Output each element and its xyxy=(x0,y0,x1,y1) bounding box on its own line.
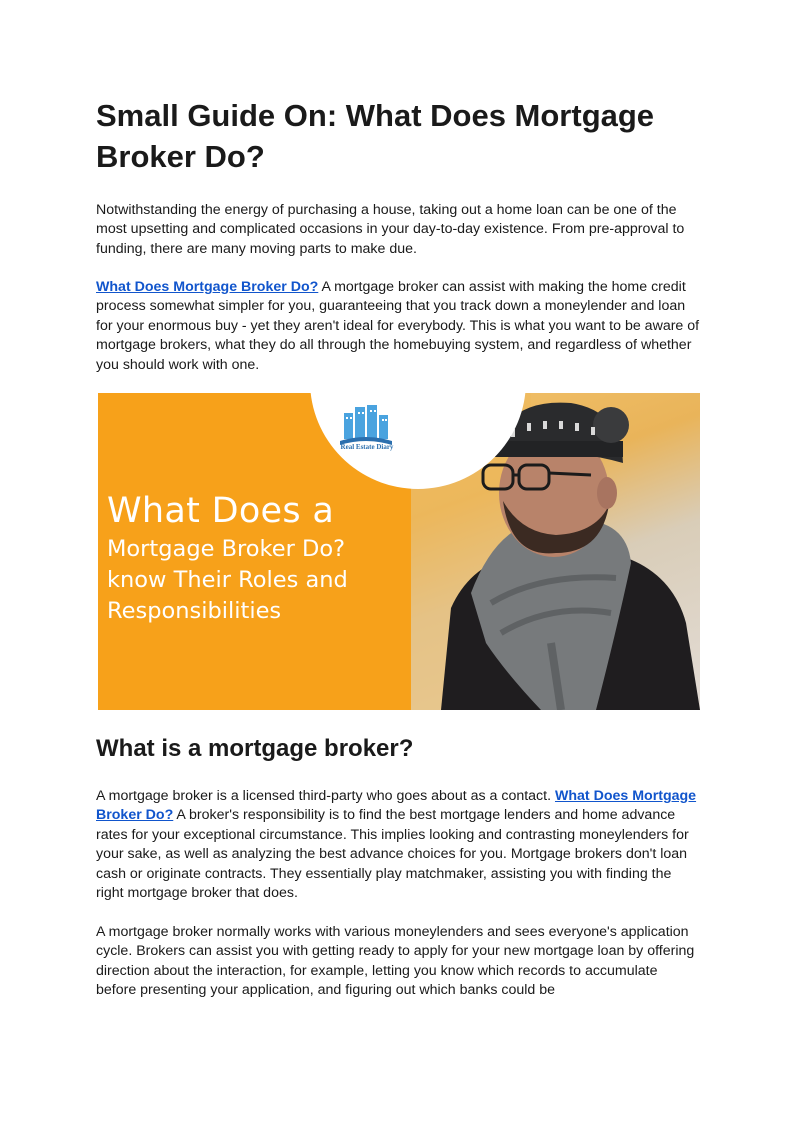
paragraph-application: A mortgage broker normally works with various moneylenders and sees everyone's application cycle. Brokers can assist you with getting ready to apply for your new mortgage loan by offering direction about the interaction, for example, letting you know which records to accumulate before presenting your application, and figuring out which banks could be xyxy=(96,924,695,999)
mortgage-broker-link-2[interactable]: What Does Mortgage Broker Do? xyxy=(96,788,697,824)
section-heading: What is a mortgage broker? xyxy=(96,735,414,762)
paragraph-definition-start: A mortgage broker is a licensed third-party who goes about as a contact. xyxy=(96,788,555,804)
article-banner-image xyxy=(98,393,700,710)
intro-paragraph: Notwithstanding the energy of purchasing a house, taking out a home loan can be one of the most upsetting and complicated occasions in your day-to-day existence. From pre-approval to funding, there are many moving parts to make due. xyxy=(96,202,685,257)
banner-headline: What Does a xyxy=(107,491,335,531)
mortgage-broker-link[interactable]: What Does Mortgage Broker Do? xyxy=(96,279,319,295)
paragraph-broker-intro xyxy=(96,278,700,375)
logo-text: Real Estate Diary xyxy=(340,443,394,451)
page-title: Small Guide On: What Does Mortgage Broker Do? xyxy=(96,98,655,174)
paragraph-definition xyxy=(96,787,700,903)
paragraph-broker-intro-text: A mortgage broker can assist with making the home credit process somewhat simpler for you, guaranteeing that you track down a moneylender and loan for your enormous buy - yet they aren't ideal for everybody. This is what you want to be aware of mortgage brokers, what they do all through the homebuying system, and regardless of whether you should work with one. xyxy=(96,279,700,373)
banner-subline: Mortgage Broker Do? know Their Roles and Responsibilities xyxy=(107,536,348,624)
paragraph-definition-rest: A broker's responsibility is to find the best mortgage lenders and home advance rates for your exceptional circumstance. This implies looking and contrasting moneylenders for your sake, as well as analyzing the best advance choices for you. Mortgage brokers don't loan cash or originate contracts. They essentially play matchmaker, assisting you with finding the right mortgage broker that does. xyxy=(96,807,689,902)
